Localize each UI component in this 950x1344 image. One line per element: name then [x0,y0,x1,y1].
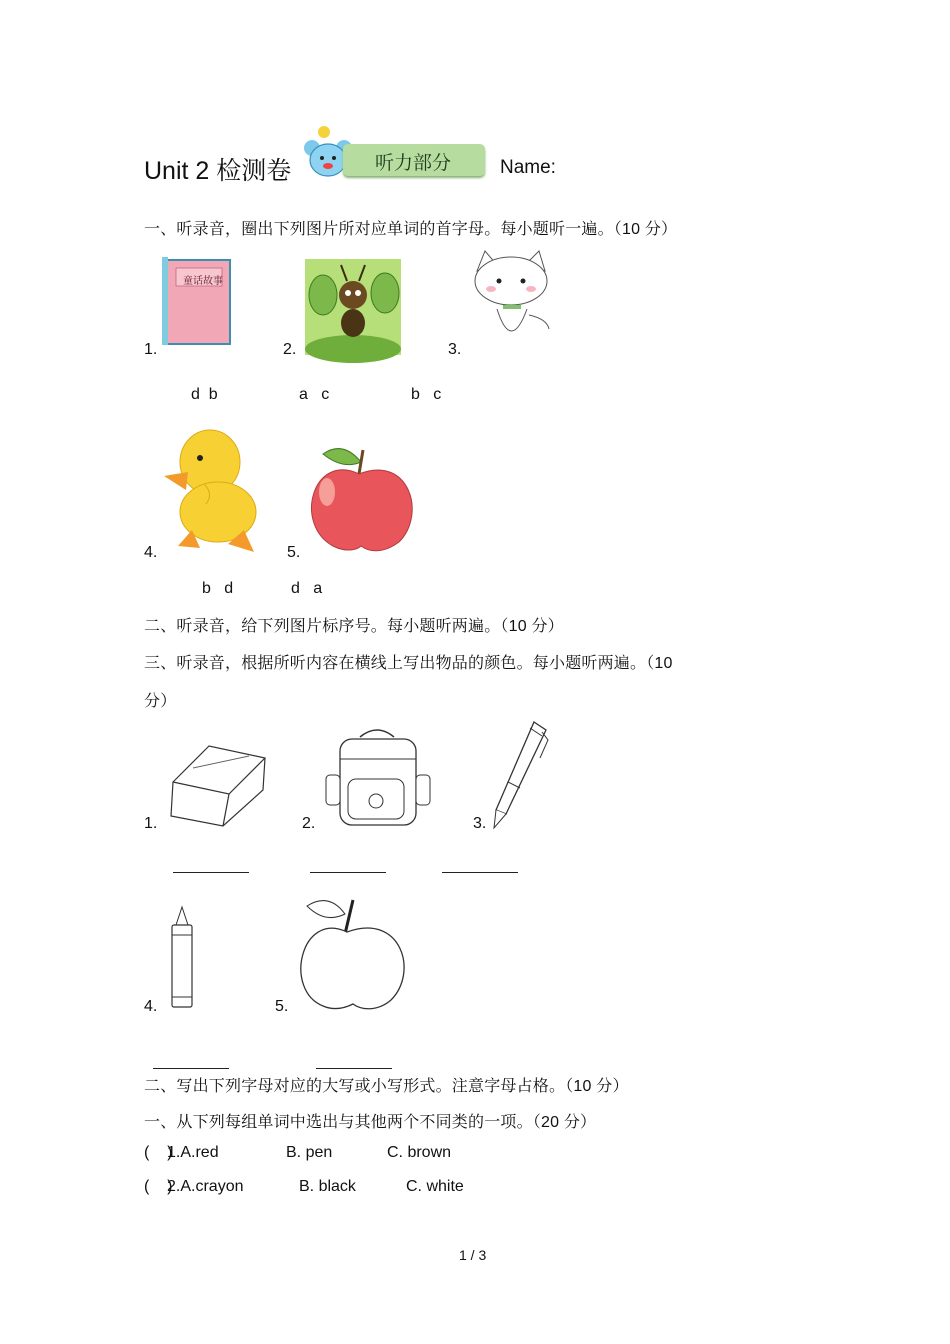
duck-picture [162,418,262,558]
schoolbag-picture [322,727,432,827]
page-title: Unit 2 检测卷 [144,157,292,185]
section-2-heading: 二、听录音，给下列图片标序号。每小题听两遍。（10 分） [144,618,564,635]
apple-outline-picture [295,890,410,1012]
s3-answer-line-4[interactable] [153,1054,229,1074]
s3-item-4-number: 4. [144,998,158,1015]
s1-item-3-options: b c [411,386,442,403]
s3-item-3-number: 3. [473,815,487,832]
s1-item-2-options: a c [299,386,330,403]
listening-badge [343,144,485,176]
s1-item-3-number: 3. [448,341,462,358]
s3-item-5-number: 5. [275,998,289,1015]
s5-row-2-paren[interactable]: ( ) [144,1178,173,1195]
s1-item-4-options: b d [202,580,234,597]
storybook-picture [160,254,235,349]
s1-item-1-options: d b [191,386,218,403]
page-number: 1 / 3 [459,1247,487,1263]
book-title-text: 童话故事 [183,276,223,287]
section-4-heading: 二、写出下列字母对应的大写或小写形式。注意字母占格。（10 分） [144,1078,629,1095]
ant-picture [305,259,401,355]
section-3-heading-line1: 三、听录音，根据所听内容在横线上写出物品的颜色。每小题听两遍。（10 [144,655,673,672]
crayon-picture [168,905,198,1010]
badge-label: 听力部分 [375,153,452,174]
s1-item-2-number: 2. [283,341,297,358]
section-1-heading: 一、听录音，圈出下列图片所对应单词的首字母。每小题听一遍。（10 分） [144,221,678,238]
s1-item-4-number: 4. [144,544,158,561]
eraser-picture [163,738,273,828]
cat-picture [469,249,554,354]
apple-picture [303,434,418,559]
s1-item-5-number: 5. [287,544,301,561]
s5-row-1-paren[interactable]: ( ) [144,1144,173,1161]
s3-answer-line-3[interactable] [442,858,518,878]
s5-row-2-option-b: B. black [299,1178,356,1195]
s5-row-2-option-c: C. white [406,1178,464,1195]
name-label: Name: [500,157,556,178]
s5-row-1-option-b: B. pen [286,1144,333,1161]
s3-answer-line-5[interactable] [316,1054,392,1074]
s5-row-2-option-a: 2.A.crayon [167,1178,244,1195]
section-3-heading-line2: 分） [144,693,177,710]
s1-item-1-number: 1. [144,341,158,358]
s3-answer-line-1[interactable] [173,858,249,878]
s5-row-1-option-a: 1.A.red [167,1144,219,1161]
s5-row-1-option-c: C. brown [387,1144,452,1161]
section-5-heading: 一、从下列每组单词中选出与其他两个不同类的一项。（20 分） [144,1114,597,1131]
s3-answer-line-2[interactable] [310,858,386,878]
pen-picture [490,718,550,833]
s1-item-5-options: d a [291,580,323,597]
s3-item-2-number: 2. [302,815,316,832]
s3-item-1-number: 1. [144,815,158,832]
